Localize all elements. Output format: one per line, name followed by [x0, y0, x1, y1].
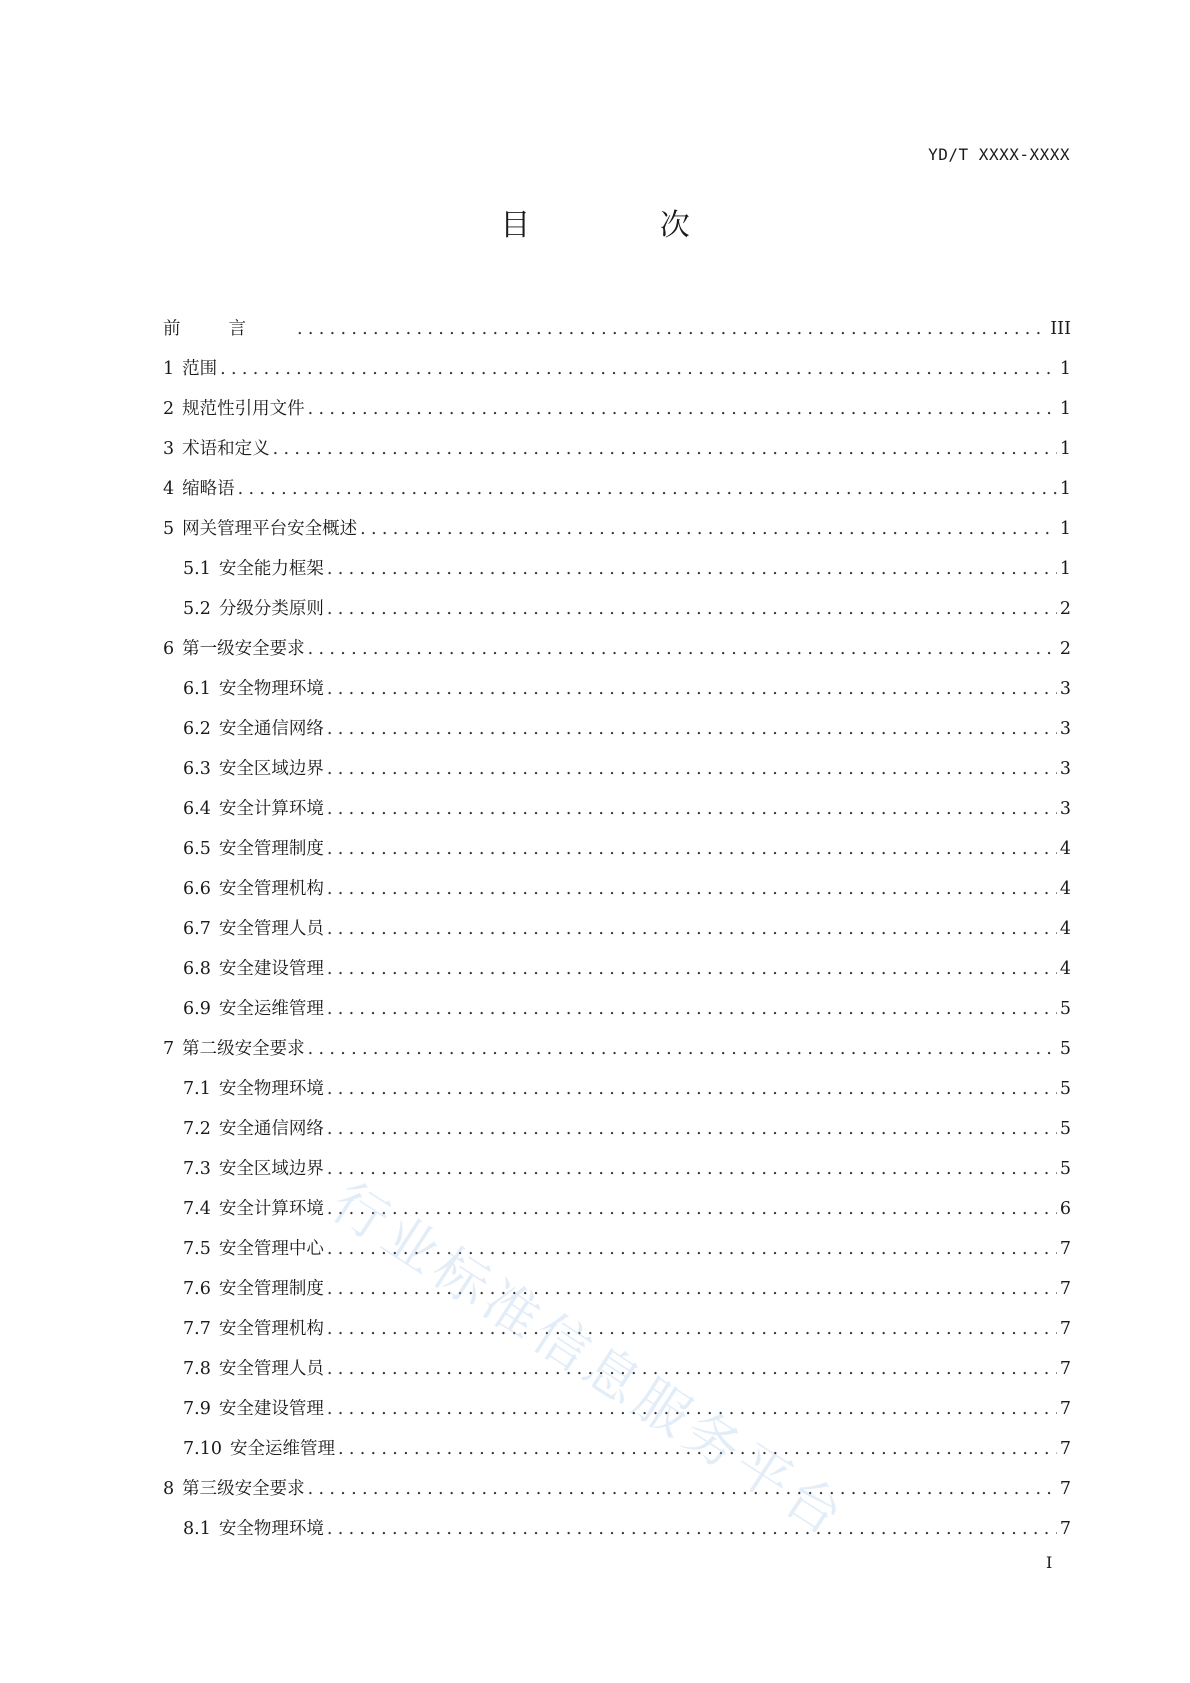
dot-leader	[327, 909, 1057, 949]
dot-leader	[308, 1469, 1057, 1509]
toc-entry-label: 安全运维管理	[218, 999, 324, 1019]
dot-leader	[308, 1029, 1057, 1069]
toc-entry-number: 5.1	[183, 559, 211, 579]
toc-entry-page: 4	[1059, 919, 1071, 939]
dot-leader	[338, 1429, 1057, 1469]
toc-entry[interactable]	[163, 789, 1071, 829]
toc-entry-label: 第三级安全要求	[182, 1479, 305, 1499]
toc-entry-page: 2	[1059, 599, 1071, 619]
toc-entry[interactable]	[163, 1109, 1071, 1149]
toc-entry[interactable]	[163, 1389, 1071, 1429]
toc-entry-page: 7	[1059, 1439, 1071, 1459]
toc-entry-number: 7.9	[183, 1399, 211, 1419]
dot-leader	[327, 989, 1057, 1029]
toc-entry[interactable]	[163, 989, 1071, 1029]
toc-entry-number: 6.4	[183, 799, 211, 819]
toc-entry[interactable]	[163, 389, 1071, 429]
page-title: 目 次	[500, 208, 750, 243]
toc-entry[interactable]	[163, 469, 1071, 509]
toc-entry-page: 5	[1059, 999, 1071, 1019]
toc-entry-page: 3	[1059, 759, 1071, 779]
toc-entry-label: 安全区域边界	[218, 759, 324, 779]
toc-entry-page: 5	[1059, 1079, 1071, 1099]
toc-entry[interactable]	[163, 669, 1071, 709]
toc-entry-number: 7	[163, 1039, 175, 1059]
dot-leader	[297, 309, 1047, 349]
toc-entry-label: 安全管理人员	[218, 919, 324, 939]
toc-entry-page: 7	[1059, 1319, 1071, 1339]
dot-leader	[327, 549, 1057, 589]
toc-entry-page: 4	[1059, 879, 1071, 899]
toc-entry-number: 7.1	[183, 1079, 211, 1099]
dot-leader	[327, 949, 1057, 989]
toc-entry-page: 5	[1059, 1039, 1071, 1059]
toc-entry-number: 7.4	[183, 1199, 211, 1219]
toc-entry-number: 7.6	[183, 1279, 211, 1299]
toc-entry-page: 1	[1059, 359, 1071, 379]
dot-leader	[327, 1389, 1057, 1429]
toc-entry-label: 安全计算环境	[218, 1199, 324, 1219]
toc-entry-number: 6.5	[183, 839, 211, 859]
toc-entry-page: 1	[1059, 519, 1071, 539]
toc-entry-number: 6	[163, 639, 175, 659]
toc-entry-number: 6.2	[183, 719, 211, 739]
toc-entry-number: 8	[163, 1479, 175, 1499]
dot-leader	[327, 1229, 1057, 1269]
dot-leader	[220, 349, 1057, 389]
toc-entry-number: 7.3	[183, 1159, 211, 1179]
toc-entry[interactable]	[163, 1349, 1071, 1389]
toc-entry[interactable]	[163, 549, 1071, 589]
toc-entry-page: 5	[1059, 1119, 1071, 1139]
toc-entry-label: 安全计算环境	[218, 799, 324, 819]
dot-leader	[327, 1349, 1057, 1389]
toc-entry-page: 1	[1059, 399, 1071, 419]
toc-entry-number: 7.5	[183, 1239, 211, 1259]
toc-entry-label: 缩略语	[182, 479, 235, 499]
toc-entry-label: 第一级安全要求	[182, 639, 305, 659]
toc-entry-label: 安全通信网络	[218, 1119, 324, 1139]
toc-entry[interactable]	[163, 309, 1071, 349]
toc-entry-page: 1	[1059, 559, 1071, 579]
toc-entry-page: 7	[1059, 1279, 1071, 1299]
dot-leader	[327, 1069, 1057, 1109]
watermark: 行业标准信息服务平台	[320, 1170, 859, 1551]
dot-leader	[327, 1509, 1057, 1549]
dot-leader	[308, 389, 1057, 429]
toc-entry-page: 3	[1059, 719, 1071, 739]
dot-leader	[308, 629, 1057, 669]
toc-entry-page: 7	[1059, 1399, 1071, 1419]
toc-entry-number: 7.7	[183, 1319, 211, 1339]
dot-leader	[327, 1149, 1057, 1189]
toc-entry-page: 7	[1059, 1519, 1071, 1539]
toc-entry-number: 7.8	[183, 1359, 211, 1379]
toc-entry[interactable]	[163, 1469, 1071, 1509]
toc-entry[interactable]	[163, 429, 1071, 469]
toc-entry-label: 安全管理中心	[218, 1239, 324, 1259]
toc-entry[interactable]	[163, 1229, 1071, 1269]
dot-leader	[327, 1189, 1057, 1229]
toc-entry[interactable]	[163, 1029, 1071, 1069]
dot-leader	[327, 749, 1057, 789]
toc-entry-number: 6.6	[183, 879, 211, 899]
toc-entry-label: 安全通信网络	[218, 719, 324, 739]
toc-entry-label: 安全管理机构	[218, 1319, 324, 1339]
toc-entry-number: 7.10	[183, 1439, 222, 1459]
toc-entry-number: 5	[163, 519, 175, 539]
toc-entry-label: 前言	[163, 319, 294, 339]
toc-entry-number: 5.2	[183, 599, 211, 619]
toc-entry-label: 安全建设管理	[218, 959, 324, 979]
toc-entry[interactable]	[163, 829, 1071, 869]
toc-entry-label: 安全物理环境	[218, 679, 324, 699]
toc-entry-label: 范围	[182, 359, 218, 379]
toc-entry-page: 7	[1059, 1359, 1071, 1379]
toc-entry-page: 6	[1059, 1199, 1071, 1219]
footer-page-number: I	[1046, 1553, 1053, 1572]
toc-entry[interactable]	[163, 909, 1071, 949]
toc-entry-number: 1	[163, 359, 175, 379]
toc-entry-page: 1	[1059, 439, 1071, 459]
toc-entry-number: 6.1	[183, 679, 211, 699]
toc-entry-number: 7.2	[183, 1119, 211, 1139]
toc-entry-label: 安全管理制度	[218, 839, 324, 859]
dot-leader	[327, 869, 1057, 909]
toc-entry[interactable]	[163, 1509, 1071, 1549]
toc-entry-label: 安全物理环境	[218, 1519, 324, 1539]
toc-entry-page: 5	[1059, 1159, 1071, 1179]
dot-leader	[273, 429, 1057, 469]
toc-entry[interactable]	[163, 1189, 1071, 1229]
toc-entry-label: 规范性引用文件	[182, 399, 305, 419]
toc-entry[interactable]	[163, 949, 1071, 989]
toc-entry[interactable]	[163, 709, 1071, 749]
toc-entry[interactable]	[163, 1149, 1071, 1189]
toc-entry-label: 第二级安全要求	[182, 1039, 305, 1059]
toc-entry[interactable]	[163, 1069, 1071, 1109]
toc-entry-label: 网关管理平台安全概述	[182, 519, 358, 539]
toc-entry[interactable]	[163, 349, 1071, 389]
toc-entry-page: 7	[1059, 1239, 1071, 1259]
standard-number: YD/T XXXX-XXXX	[928, 145, 1070, 164]
dot-leader	[327, 709, 1057, 749]
dot-leader	[327, 669, 1057, 709]
toc-entry[interactable]	[163, 869, 1071, 909]
toc-entry[interactable]	[163, 749, 1071, 789]
toc-entry-page: 4	[1059, 839, 1071, 859]
toc-entry[interactable]	[163, 509, 1071, 549]
toc-entry-number: 6.3	[183, 759, 211, 779]
toc-entry-label: 安全建设管理	[218, 1399, 324, 1419]
toc-entry-page: 3	[1059, 679, 1071, 699]
toc-entry-label: 安全能力框架	[218, 559, 324, 579]
dot-leader	[238, 469, 1057, 509]
dot-leader	[327, 1109, 1057, 1149]
toc-entry-number: 6.9	[183, 999, 211, 1019]
toc-entry-label: 分级分类原则	[218, 599, 324, 619]
toc-entry-number: 3	[163, 439, 175, 459]
toc-entry-page: 7	[1059, 1479, 1071, 1499]
toc-entry-label: 术语和定义	[182, 439, 270, 459]
toc-entry[interactable]	[163, 1309, 1071, 1349]
toc-entry-number: 6.8	[183, 959, 211, 979]
dot-leader	[360, 509, 1057, 549]
toc-entry[interactable]	[163, 629, 1071, 669]
toc-entry-label: 安全管理人员	[218, 1359, 324, 1379]
toc-entry-page: 2	[1059, 639, 1071, 659]
dot-leader	[327, 789, 1057, 829]
toc-entry-page: III	[1050, 319, 1071, 339]
toc-entry[interactable]	[163, 1269, 1071, 1309]
toc-entry-number: 4	[163, 479, 175, 499]
dot-leader	[327, 1309, 1057, 1349]
dot-leader	[327, 1269, 1057, 1309]
toc-entry-number: 6.7	[183, 919, 211, 939]
toc-entry-label: 安全管理制度	[218, 1279, 324, 1299]
toc-entry-number: 8.1	[183, 1519, 211, 1539]
dot-leader	[327, 589, 1057, 629]
toc-entry-label: 安全物理环境	[218, 1079, 324, 1099]
toc-entry-page: 4	[1059, 959, 1071, 979]
toc-entry-number: 2	[163, 399, 175, 419]
dot-leader	[327, 829, 1057, 869]
toc-entry-page: 1	[1059, 479, 1071, 499]
toc-entry-label: 安全区域边界	[218, 1159, 324, 1179]
toc-entry[interactable]	[163, 1429, 1071, 1469]
toc-entry-label: 安全管理机构	[218, 879, 324, 899]
toc-entry-label: 安全运维管理	[229, 1439, 335, 1459]
toc-entry[interactable]	[163, 589, 1071, 629]
toc-entry-page: 3	[1059, 799, 1071, 819]
table-of-contents	[163, 309, 1071, 1549]
